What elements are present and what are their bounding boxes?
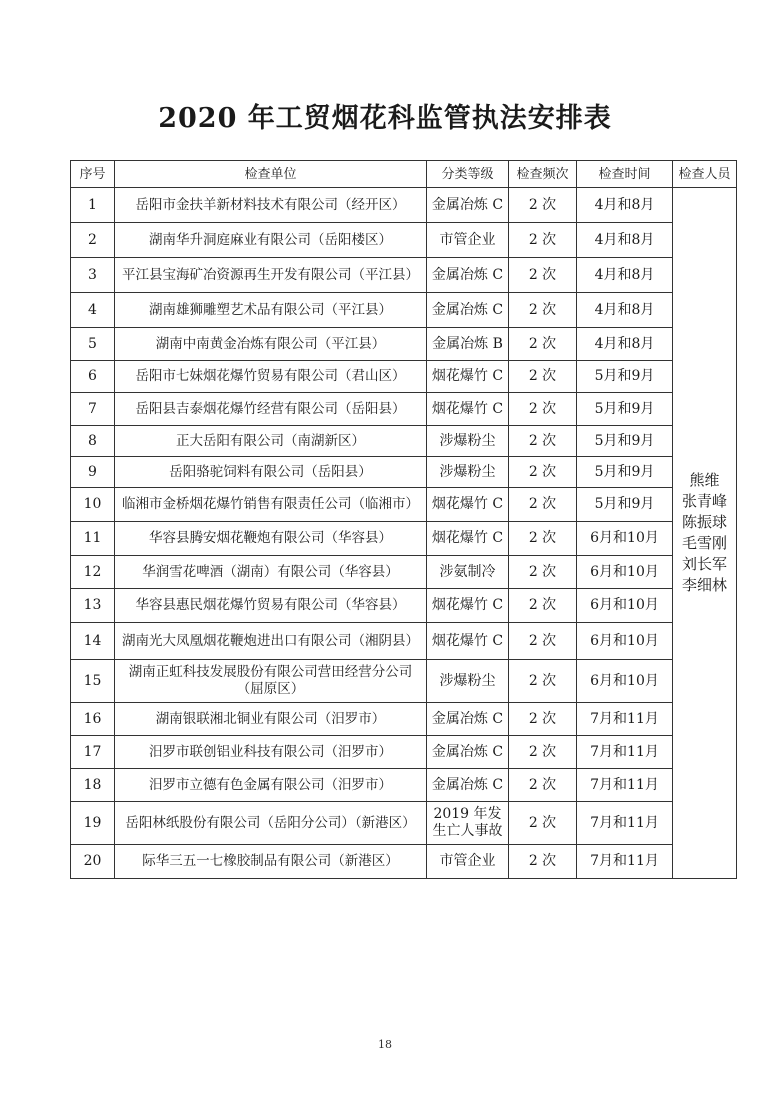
cell-category: 市管企业 [427, 223, 509, 258]
cell-category: 烟花爆竹 C [427, 361, 509, 393]
cell-unit: 岳阳市金扶羊新材料技术有限公司（经开区） [115, 188, 427, 223]
cell-seq: 18 [71, 769, 115, 802]
cell-unit: 岳阳县吉泰烟花爆竹经营有限公司（岳阳县） [115, 393, 427, 426]
table-row [71, 426, 737, 457]
cell-frequency: 2 次 [509, 522, 577, 556]
cell-unit: 汨罗市立德有色金属有限公司（汨罗市） [115, 769, 427, 802]
cell-frequency: 2 次 [509, 457, 577, 488]
cell-seq: 16 [71, 703, 115, 736]
cell-unit: 平江县宝海矿冶资源再生开发有限公司（平江县） [115, 258, 427, 293]
cell-frequency: 2 次 [509, 660, 577, 703]
cell-unit: 岳阳骆驼饲料有限公司（岳阳县） [115, 457, 427, 488]
cell-time: 5月和9月 [577, 361, 673, 393]
cell-seq: 17 [71, 736, 115, 769]
cell-frequency: 2 次 [509, 361, 577, 393]
cell-unit: 湖南中南黄金冶炼有限公司（平江县） [115, 328, 427, 361]
inspector-name: 熊维 [689, 471, 720, 489]
cell-inspectors [673, 188, 737, 879]
cell-time: 4月和8月 [577, 328, 673, 361]
inspector-name: 李细林 [681, 576, 727, 594]
cell-time: 6月和10月 [577, 556, 673, 589]
cell-time: 5月和9月 [577, 457, 673, 488]
table-row [71, 703, 737, 736]
cell-category: 烟花爆竹 C [427, 488, 509, 522]
table-row [71, 845, 737, 879]
table-row [71, 361, 737, 393]
cell-unit: 岳阳林纸股份有限公司（岳阳分公司）（新港区） [115, 802, 427, 845]
cell-unit: 湖南银联湘北铜业有限公司（汨罗市） [115, 703, 427, 736]
cell-category: 涉爆粉尘 [427, 660, 509, 703]
header-time: 检查时间 [577, 161, 673, 188]
cell-category: 金属冶炼 C [427, 258, 509, 293]
cell-unit: 华润雪花啤酒（湖南）有限公司（华容县） [115, 556, 427, 589]
inspector-name: 毛雪刚 [681, 534, 727, 552]
cell-seq: 14 [71, 623, 115, 660]
table-row [71, 522, 737, 556]
cell-unit: 华容县腾安烟花鞭炮有限公司（华容县） [115, 522, 427, 556]
cell-unit: 岳阳市七妹烟花爆竹贸易有限公司（君山区） [115, 361, 427, 393]
cell-seq: 19 [71, 802, 115, 845]
cell-time: 5月和9月 [577, 488, 673, 522]
header-seq: 序号 [71, 161, 115, 188]
schedule-table [70, 160, 737, 879]
inspector-name: 刘长军 [681, 555, 727, 573]
cell-time: 6月和10月 [577, 623, 673, 660]
cell-frequency: 2 次 [509, 802, 577, 845]
cell-frequency: 2 次 [509, 293, 577, 328]
inspector-name: 张青峰 [681, 492, 727, 510]
cell-frequency: 2 次 [509, 736, 577, 769]
cell-time: 5月和9月 [577, 393, 673, 426]
cell-seq: 15 [71, 660, 115, 703]
cell-category: 2019 年发生亡人事故 [427, 802, 509, 845]
table-row [71, 736, 737, 769]
table-row [71, 293, 737, 328]
cell-seq: 9 [71, 457, 115, 488]
cell-frequency: 2 次 [509, 328, 577, 361]
cell-seq: 3 [71, 258, 115, 293]
cell-frequency: 2 次 [509, 188, 577, 223]
cell-seq: 11 [71, 522, 115, 556]
cell-time: 6月和10月 [577, 522, 673, 556]
page-title: 2020 年工贸烟花科监管执法安排表 [158, 103, 612, 134]
cell-unit: 湖南华升洞庭麻业有限公司（岳阳楼区） [115, 223, 427, 258]
cell-unit: 正大岳阳有限公司（南湖新区） [115, 426, 427, 457]
cell-category: 金属冶炼 C [427, 293, 509, 328]
table-header-row [71, 161, 737, 188]
cell-unit: 湖南正虹科技发展股份有限公司营田经营分公司（屈原区） [115, 660, 427, 703]
table-row [71, 556, 737, 589]
cell-seq: 20 [71, 845, 115, 879]
cell-category: 涉爆粉尘 [427, 426, 509, 457]
inspector-name: 陈振球 [681, 513, 727, 531]
cell-frequency: 2 次 [509, 703, 577, 736]
cell-time: 7月和11月 [577, 769, 673, 802]
cell-frequency: 2 次 [509, 769, 577, 802]
cell-frequency: 2 次 [509, 623, 577, 660]
cell-category: 烟花爆竹 C [427, 393, 509, 426]
table-row [71, 457, 737, 488]
cell-category: 烟花爆竹 C [427, 623, 509, 660]
cell-time: 4月和8月 [577, 188, 673, 223]
cell-seq: 12 [71, 556, 115, 589]
cell-unit: 际华三五一七橡胶制品有限公司（新港区） [115, 845, 427, 879]
cell-time: 4月和8月 [577, 258, 673, 293]
cell-time: 5月和9月 [577, 426, 673, 457]
cell-time: 6月和10月 [577, 589, 673, 623]
cell-seq: 6 [71, 361, 115, 393]
cell-unit: 湖南光大凤凰烟花鞭炮进出口有限公司（湘阴县） [115, 623, 427, 660]
cell-seq: 4 [71, 293, 115, 328]
table-row [71, 660, 737, 703]
cell-seq: 10 [71, 488, 115, 522]
cell-category: 金属冶炼 C [427, 188, 509, 223]
table-row [71, 769, 737, 802]
cell-time: 7月和11月 [577, 703, 673, 736]
table-body [71, 188, 737, 879]
cell-category: 涉爆粉尘 [427, 457, 509, 488]
cell-category: 金属冶炼 C [427, 703, 509, 736]
cell-category: 烟花爆竹 C [427, 589, 509, 623]
cell-unit: 华容县惠民烟花爆竹贸易有限公司（华容县） [115, 589, 427, 623]
cell-time: 7月和11月 [577, 845, 673, 879]
cell-category: 金属冶炼 C [427, 769, 509, 802]
header-unit: 检查单位 [115, 161, 427, 188]
cell-seq: 13 [71, 589, 115, 623]
table-row [71, 328, 737, 361]
cell-frequency: 2 次 [509, 258, 577, 293]
table-row [71, 188, 737, 223]
cell-time: 6月和10月 [577, 660, 673, 703]
cell-category: 金属冶炼 B [427, 328, 509, 361]
table-row [71, 488, 737, 522]
cell-time: 4月和8月 [577, 293, 673, 328]
header-category: 分类等级 [427, 161, 509, 188]
cell-category: 烟花爆竹 C [427, 522, 509, 556]
cell-seq: 2 [71, 223, 115, 258]
cell-category: 金属冶炼 C [427, 736, 509, 769]
page-number: 18 [378, 1038, 392, 1051]
cell-seq: 5 [71, 328, 115, 361]
cell-frequency: 2 次 [509, 488, 577, 522]
cell-time: 4月和8月 [577, 223, 673, 258]
table-row [71, 258, 737, 293]
header-inspectors: 检查人员 [673, 161, 737, 188]
cell-unit: 临湘市金桥烟花爆竹销售有限责任公司（临湘市） [115, 488, 427, 522]
cell-seq: 1 [71, 188, 115, 223]
cell-frequency: 2 次 [509, 845, 577, 879]
cell-unit: 湖南雄狮雕塑艺术品有限公司（平江县） [115, 293, 427, 328]
cell-frequency: 2 次 [509, 589, 577, 623]
cell-category: 市管企业 [427, 845, 509, 879]
table-row [71, 623, 737, 660]
header-frequency: 检查频次 [509, 161, 577, 188]
cell-frequency: 2 次 [509, 393, 577, 426]
cell-time: 7月和11月 [577, 736, 673, 769]
cell-category: 涉氨制冷 [427, 556, 509, 589]
table-row [71, 802, 737, 845]
cell-time: 7月和11月 [577, 802, 673, 845]
cell-seq: 8 [71, 426, 115, 457]
cell-unit: 汨罗市联创铝业科技有限公司（汨罗市） [115, 736, 427, 769]
cell-frequency: 2 次 [509, 223, 577, 258]
cell-seq: 7 [71, 393, 115, 426]
table-row [71, 589, 737, 623]
table-row [71, 393, 737, 426]
cell-frequency: 2 次 [509, 556, 577, 589]
table-row [71, 223, 737, 258]
cell-frequency: 2 次 [509, 426, 577, 457]
